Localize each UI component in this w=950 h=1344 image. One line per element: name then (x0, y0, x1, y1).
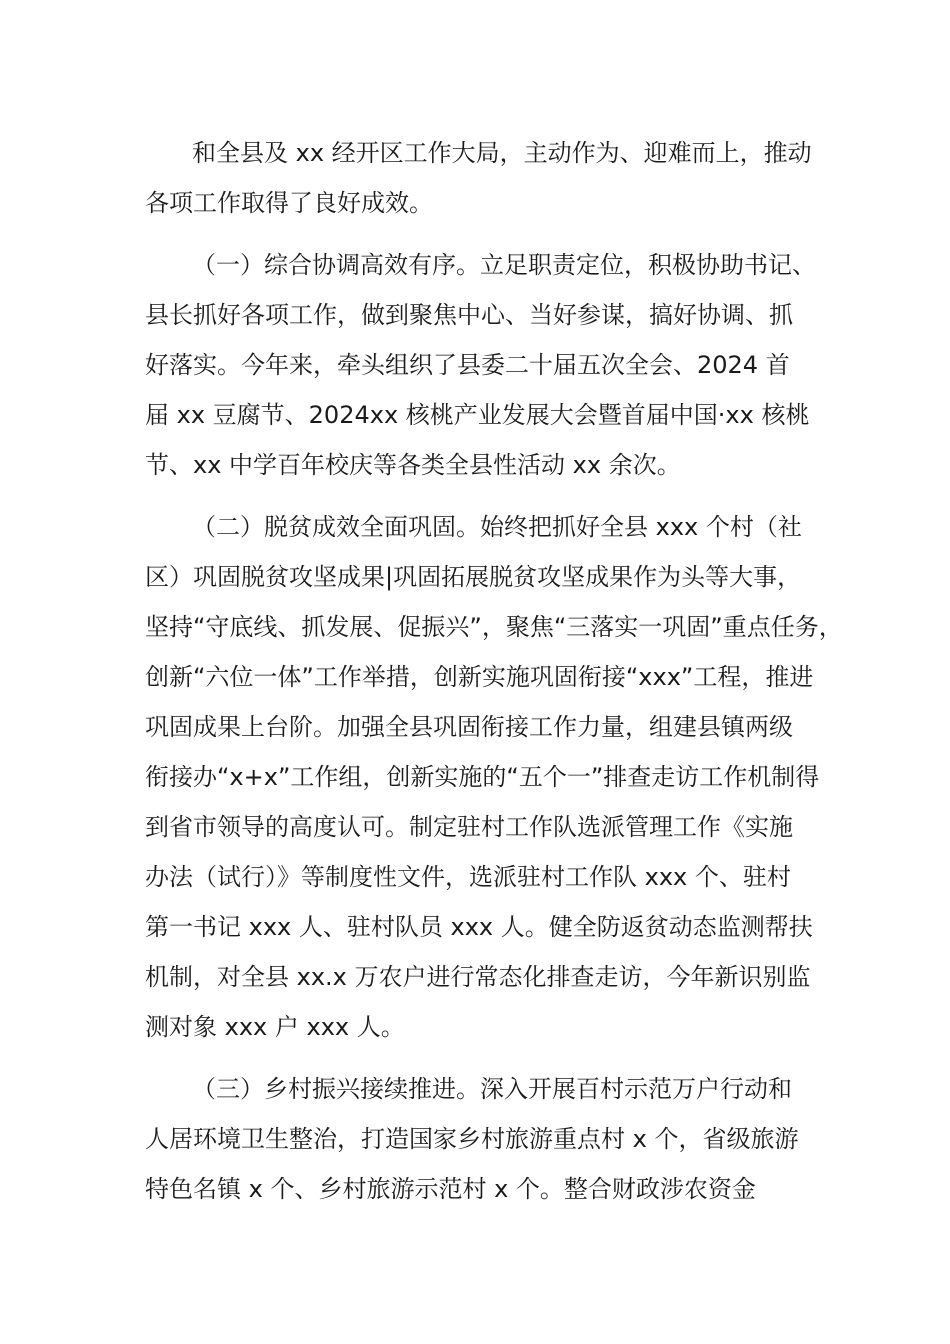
text-line: 到省市领导的高度认可。制定驻村工作队选派管理工作《实施 (145, 813, 793, 841)
text-line: 特色名镇 x 个、乡村旅游示范村 x 个。整合财政涉农资金 (145, 1175, 756, 1203)
text-line: （一）综合协调高效有序。立足职责定位，积极协助书记、 (192, 251, 816, 279)
paragraph-coordination (145, 240, 816, 490)
text-line: 各项工作取得了良好成效。 (145, 189, 433, 217)
paragraph-intro (145, 128, 813, 228)
text-line: （三）乡村振兴接续推进。深入开展百村示范万户行动和 (192, 1075, 792, 1103)
paragraph-poverty-alleviation (145, 502, 843, 1052)
text-line: 创新“六位一体”工作举措，创新实施巩固衔接“xxx”工程，推进 (145, 663, 814, 691)
text-line: 机制，对全县 xx.x 万农户进行常态化排查走访，今年新识别监 (145, 963, 811, 991)
text-line: 衔接办“x+x”工作组，创新实施的“五个一”排查走访工作机制得 (145, 763, 820, 791)
text-line: 区）巩固脱贫攻坚成果|巩固拓展脱贫攻坚成果作为头等大事， (145, 563, 802, 591)
text-line: 坚持“守底线、抓发展、促振兴”，聚焦“三落实一巩固”重点任务， (145, 613, 843, 641)
text-line: 和全县及 xx 经开区工作大局，主动作为、迎难而上，推动 (192, 139, 812, 167)
text-line: 好落实。今年来，牵头组织了县委二十届五次全会、2024 首 (145, 351, 790, 379)
text-line: 节、xx 中学百年校庆等各类全县性活动 xx 余次。 (145, 451, 681, 479)
text-line: 第一书记 xxx 人、驻村队员 xxx 人。健全防返贫动态监测帮扶 (145, 913, 813, 941)
paragraph-rural-revitalization (145, 1064, 813, 1214)
text-line: 办法（试行）》等制度性文件，选派驻村工作队 xxx 个、驻村 (145, 863, 791, 891)
document-body (145, 128, 843, 1214)
text-line: 巩固成果上台阶。加强全县巩固衔接工作力量，组建县镇两级 (145, 713, 793, 741)
text-line: 人居环境卫生整治，打造国家乡村旅游重点村 x 个，省级旅游 (145, 1125, 799, 1153)
text-line: 测对象 xxx 户 xxx 人。 (145, 1013, 405, 1041)
text-line: 县长抓好各项工作，做到聚焦中心、当好参谋，搞好协调、抓 (145, 301, 793, 329)
text-line: 届 xx 豆腐节、2024xx 核桃产业发展大会暨首届中国·xx 核桃 (145, 401, 810, 429)
text-line: （二）脱贫成效全面巩固。始终把抓好全县 xxx 个村（社 (192, 513, 802, 541)
